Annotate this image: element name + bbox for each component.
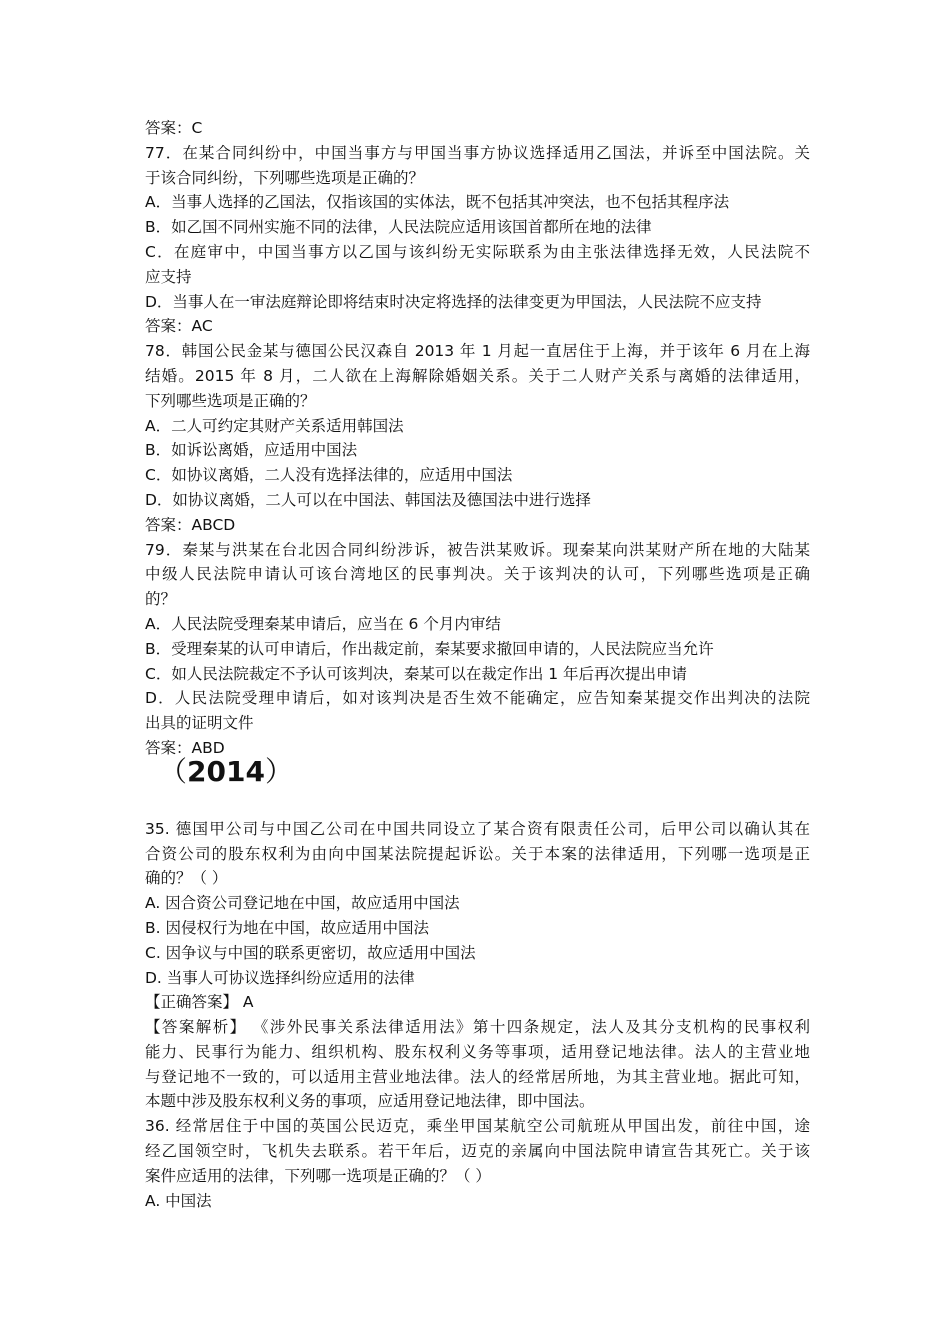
year-heading xyxy=(159,755,810,789)
text-line: 合资公司的股东权利为由向中国某法院提起诉讼。关于本案的法律适用，下列哪一选项是正 xyxy=(145,844,810,863)
text-line: 确的？（ ） xyxy=(145,869,228,888)
year-heading-open-paren: （ xyxy=(159,754,188,788)
text-line: A. 因合资公司登记地在中国，故应适用中国法 xyxy=(145,894,460,913)
text-line: B. 因侵权行为地在中国，故应适用中国法 xyxy=(145,918,429,937)
text-line: A．人民法院受理秦某申请后，应当在 6 个月内审结 xyxy=(145,614,501,633)
text-line: 经乙国领空时，飞机失去联系。若干年后，迈克的亲属向中国法院申请宣告其死亡。关于该 xyxy=(145,1142,810,1161)
text-line: 下列哪些选项是正确的？ xyxy=(145,391,316,410)
text-line: 能力、民事行为能力、组织机构、股东权利义务等事项，适用登记地法律。法人的主营业地 xyxy=(145,1042,810,1061)
questions-section-2014 xyxy=(145,817,810,1214)
text-line: C．如人民法院裁定不予认可该判决，秦某可以在裁定作出 1 年后再次提出申请 xyxy=(145,664,688,683)
text-line: 于该合同纠纷，下列哪些选项是正确的？ xyxy=(145,168,425,187)
text-line: 应支持 xyxy=(145,267,192,286)
text-line: 【答案解析】 《涉外民事关系法律适用法》第十四条规定，法人及其分支机构的民事权利 xyxy=(145,1018,810,1037)
text-line: C．在庭审中，中国当事方以乙国与该纠纷无实际联系为由主张法律选择无效，人民法院不 xyxy=(145,242,810,261)
year-heading-year: 2014 xyxy=(187,754,265,788)
text-line: 答案：ABCD xyxy=(145,515,236,534)
text-line: C. 因争议与中国的联系更密切，故应适用中国法 xyxy=(145,943,476,962)
text-line: 出具的证明文件 xyxy=(145,714,254,733)
text-line: 案件应适用的法律，下列哪一选项是正确的？（ ） xyxy=(145,1166,491,1185)
text-line: 【正确答案】 A xyxy=(145,993,254,1012)
text-line: 35. 德国甲公司与中国乙公司在中国共同设立了某合资有限责任公司，后甲公司以确认其在 xyxy=(145,819,810,838)
text-line: B．如诉讼离婚，应适用中国法 xyxy=(145,441,358,460)
text-line: 77．在某合同纠纷中，中国当事方与甲国当事方协议选择适用乙国法，并诉至中国法院。关 xyxy=(145,143,810,162)
text-line: 79．秦某与洪某在台北因合同纠纷涉诉，被告洪某败诉。现秦某向洪某财产所在地的大陆某 xyxy=(145,540,810,559)
text-line: 与登记地不一致的，可以适用主营业地法律。法人的经常居所地，为其主营业地。据此可知， xyxy=(145,1067,810,1086)
text-line: A. 中国法 xyxy=(145,1191,212,1210)
text-line: 36. 经常居住于中国的英国公民迈克，乘坐甲国某航空公司航班从甲国出发，前往中国，途 xyxy=(145,1117,810,1136)
text-line: D．人民法院受理申请后，如对该判决是否生效不能确定，应告知秦某提交作出判决的法院 xyxy=(145,689,810,708)
text-line: B．受理秦某的认可申请后，作出裁定前，秦某要求撤回申请的，人民法院应当允许 xyxy=(145,639,714,658)
year-heading-close-paren: ） xyxy=(264,754,293,788)
text-line: 中级人民法院申请认可该台湾地区的民事判决。关于该判决的认可，下列哪些选项是正确 xyxy=(145,565,810,584)
text-line: A．当事人选择的乙国法，仅指该国的实体法，既不包括其冲突法，也不包括其程序法 xyxy=(145,193,730,212)
text-line: 答案：C xyxy=(145,119,203,137)
text-line: C．如协议离婚，二人没有选择法律的，应适用中国法 xyxy=(145,466,513,485)
text-line: 的？ xyxy=(145,590,177,609)
text-line: 78．韩国公民金某与德国公民汉森自 2013 年 1 月起一直居住于上海，并于该年 6 月在上海 xyxy=(145,342,810,361)
text-line: 结婚。2015 年 8 月，二人欲在上海解除婚姻关系。关于二人财产关系与离婚的法律适用， xyxy=(145,366,810,385)
text-line: 本题中涉及股东权利义务的事项，应适用登记地法律，即中国法。 xyxy=(145,1092,595,1111)
text-line: D．如协议离婚，二人可以在中国法、韩国法及德国法中进行选择 xyxy=(145,490,591,509)
text-line: D．当事人在一审法庭辩论即将结束时决定将选择的法律变更为甲国法，人民法院不应支持 xyxy=(145,292,762,311)
document-page xyxy=(145,116,810,1213)
questions-section-2015 xyxy=(145,116,810,761)
text-line: D. 当事人可协议选择纠纷应适用的法律 xyxy=(145,968,415,987)
text-line: A．二人可约定其财产关系适用韩国法 xyxy=(145,416,404,435)
text-line: 答案：ABD xyxy=(145,738,225,757)
text-line: 答案：AC xyxy=(145,317,213,336)
text-line: B．如乙国不同州实施不同的法律，人民法院应适用该国首都所在地的法律 xyxy=(145,218,652,237)
